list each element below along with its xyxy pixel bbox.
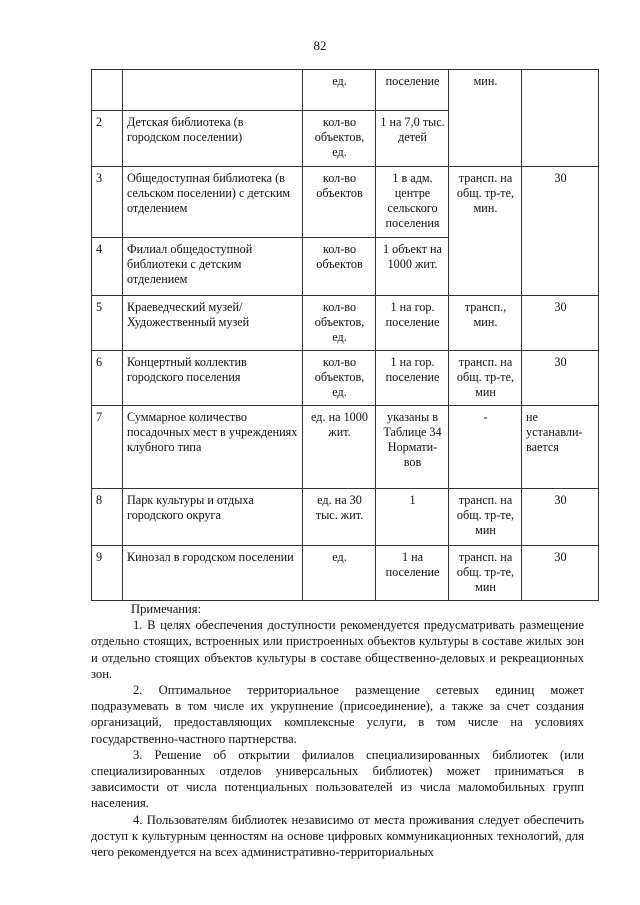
norm: указаны в Таблице 34 Нормати-вов: [376, 406, 449, 489]
row-number: [92, 70, 123, 111]
unit: ед. на 1000 жит.: [303, 406, 376, 489]
value: 30: [522, 546, 599, 601]
value: 30: [522, 489, 599, 546]
row-number: 5: [92, 296, 123, 351]
accessibility: трансп. на общ. тр-те, мин: [449, 489, 522, 546]
norm: 1 на поселение: [376, 546, 449, 601]
table-row: [92, 70, 599, 111]
facility-name: Парк культуры и отдыха городского округа: [123, 489, 303, 546]
note-item: 4. Пользователям библиотек независимо от места проживания следует обеспечить доступ к культурным ценностям на основе цифровых коммуникационных технологий, для чего рекомендуется на всех административно-территориальных: [91, 812, 584, 860]
table-row: [92, 296, 599, 351]
row-number: 7: [92, 406, 123, 489]
table-row: [92, 546, 599, 601]
unit: кол-во объектов: [303, 167, 376, 238]
facility-name: Суммарное количество посадочных мест в учреждениях клубного типа: [123, 406, 303, 489]
facility-name: Кинозал в городском поселении: [123, 546, 303, 601]
unit: ед.: [303, 546, 376, 601]
value: не устанавли-вается: [522, 406, 599, 489]
norm: 1 на гор. поселение: [376, 296, 449, 351]
unit: ед. на 30 тыс. жит.: [303, 489, 376, 546]
facility-name: Детская библиотека (в городском поселении): [123, 111, 303, 167]
norm: 1 объект на 1000 жит.: [376, 238, 449, 296]
accessibility: трансп. на общ. тр-те, мин: [449, 351, 522, 406]
culture-facilities-table: [91, 69, 599, 601]
notes-section: [91, 601, 584, 860]
norm: 1 в адм. центре сельского поселения: [376, 167, 449, 238]
facility-name: Краеведческий музей/ Художественный музей: [123, 296, 303, 351]
norm: 1 на 7,0 тыс. детей: [376, 111, 449, 167]
unit: кол-во объектов, ед.: [303, 351, 376, 406]
unit: кол-во объектов, ед.: [303, 111, 376, 167]
unit: ед.: [303, 70, 376, 111]
page-number: 82: [313, 38, 327, 53]
unit: кол-во объектов: [303, 238, 376, 296]
accessibility: мин.: [449, 70, 522, 167]
row-number: 6: [92, 351, 123, 406]
value: [522, 70, 599, 167]
note-item: 1. В целях обеспечения доступности рекомендуется предусматривать размещение отдельно стоящих, встроенных или пристроенных объектов культуры в составе жилых зон и отдельно стоящих объектов культуры в составе общественно-деловых и рекреационных зон.: [91, 618, 584, 681]
table-row: [92, 167, 599, 238]
value: 30: [522, 167, 599, 296]
norm: 1 на гор. поселение: [376, 351, 449, 406]
notes-title: Примечания:: [131, 602, 202, 616]
row-number: 9: [92, 546, 123, 601]
accessibility: -: [449, 406, 522, 489]
accessibility: трансп. на общ. тр-те, мин.: [449, 167, 522, 296]
row-number: 2: [92, 111, 123, 167]
accessibility: трансп., мин.: [449, 296, 522, 351]
value: 30: [522, 296, 599, 351]
norm: 1: [376, 489, 449, 546]
row-number: 4: [92, 238, 123, 296]
row-number: 3: [92, 167, 123, 238]
table-row: [92, 406, 599, 489]
norm: поселение: [376, 70, 449, 111]
value: 30: [522, 351, 599, 406]
facility-name: Концертный коллектив городского поселения: [123, 351, 303, 406]
facility-name: [123, 70, 303, 111]
accessibility: трансп. на общ. тр-те, мин: [449, 546, 522, 601]
table-row: [92, 489, 599, 546]
unit: кол-во объектов, ед.: [303, 296, 376, 351]
note-item: 3. Решение об открытии филиалов специализированных библиотек (или специализированных отделов универсальных библиотек) может приниматься в зависимости от числа потенциальных пользователей из числа маломобильных групп населения.: [91, 747, 584, 811]
facility-name: Филиал общедоступной библиотеки с детским отделением: [123, 238, 303, 296]
table-row: [92, 351, 599, 406]
note-item: 2. Оптимальное территориальное размещение сетевых единиц может подразумевать в том числе их укрупнение (присоединение), а также за счет создания организаций, предоставляющих комплексные услуги, в том числе на условиях государственно-частного партнерства.: [91, 683, 584, 746]
row-number: 8: [92, 489, 123, 546]
facility-name: Общедоступная библиотека (в сельском поселении) с детским отделением: [123, 167, 303, 238]
